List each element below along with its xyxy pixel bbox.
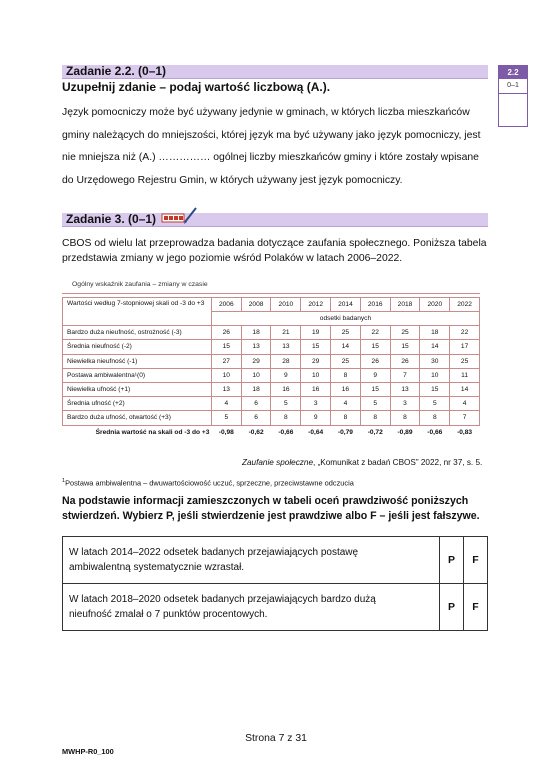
skills-pencil-icon — [160, 206, 200, 231]
mean-cell: -0,66 — [420, 425, 450, 439]
row-label: Bardzo duża ufność, otwartość (+3) — [63, 411, 212, 425]
task-2-2-instruction: Uzupełnij zdanie – podaj wartość liczbową (A.). — [62, 80, 331, 94]
false-option[interactable]: F — [464, 584, 488, 631]
table-cell: 26 — [211, 326, 241, 340]
table-row — [63, 340, 480, 354]
year-header: 2022 — [450, 298, 480, 312]
mean-row — [63, 425, 480, 439]
statement-row — [63, 584, 488, 631]
table-cell: 15 — [301, 340, 331, 354]
table-cell: 26 — [360, 354, 390, 368]
table-cell: 9 — [271, 368, 301, 382]
mean-cell: -0,66 — [271, 425, 301, 439]
table-row — [63, 326, 480, 340]
footnote — [62, 478, 354, 487]
table-cell: 7 — [450, 411, 480, 425]
table-cell: 13 — [390, 382, 420, 396]
footnote-text: Postawa ambiwalentna – dwuwartościowość uczuć, sprzeczne, przeciwstawne odczucia — [65, 478, 354, 488]
question-line: Na podstawie informacji zamieszczonych w tabeli oceń prawdziwość poniższych — [62, 495, 469, 507]
table-cell: 5 — [271, 397, 301, 411]
page-number: Strona 7 z 31 — [245, 733, 307, 744]
table-cell: 28 — [271, 354, 301, 368]
year-header: 2014 — [331, 298, 361, 312]
table-cell: 25 — [450, 354, 480, 368]
task-3-intro — [62, 237, 502, 266]
table-cell: 15 — [390, 340, 420, 354]
table-subheader: odsetki badanych — [211, 312, 479, 326]
table-row — [63, 354, 480, 368]
statement-row — [63, 537, 488, 584]
table-cell: 4 — [211, 397, 241, 411]
statement-line: ambiwalentną systematycznie wzrastał. — [69, 562, 245, 573]
true-option[interactable]: P — [440, 584, 464, 631]
table-cell: 3 — [301, 397, 331, 411]
table-cell: 15 — [360, 382, 390, 396]
score-box-number: 2.2 — [499, 66, 527, 79]
table-cell: 18 — [241, 382, 271, 396]
row-label: Średnia ufność (+2) — [63, 397, 212, 411]
table-cell: 15 — [420, 382, 450, 396]
year-header: 2006 — [211, 298, 241, 312]
table-cell: 13 — [271, 340, 301, 354]
year-header: 2010 — [271, 298, 301, 312]
table-cell: 21 — [271, 326, 301, 340]
task-2-2-title: Zadanie 2.2. (0–1) — [66, 64, 167, 78]
false-option[interactable]: F — [464, 537, 488, 584]
table-header-label: Wartości według 7-stopniowej skali od -3 do +3 — [63, 298, 212, 326]
table-header-row — [63, 298, 480, 312]
source-citation — [242, 458, 482, 467]
table-cell: 10 — [241, 368, 271, 382]
table-cell: 18 — [420, 326, 450, 340]
year-header: 2012 — [301, 298, 331, 312]
row-label: Bardzo duża nieufność, ostrożność (-3) — [63, 326, 212, 340]
statement-line: W latach 2018–2020 odsetek badanych przejawiających bardzo dużą — [69, 594, 376, 605]
trust-table — [62, 297, 480, 439]
table-cell: 16 — [331, 382, 361, 396]
table-cell: 13 — [211, 382, 241, 396]
table-cell: 9 — [301, 411, 331, 425]
mean-cell: -0,64 — [301, 425, 331, 439]
mean-cell: -0,89 — [390, 425, 420, 439]
table-cell: 14 — [420, 340, 450, 354]
task-2-2-text — [62, 102, 492, 192]
table-cell: 5 — [211, 411, 241, 425]
task-2-2-line: Język pomocniczy może być używany jedynie w gminach, w których liczba mieszkańców — [62, 107, 470, 118]
mean-cell: -0,98 — [211, 425, 241, 439]
table-cell: 8 — [331, 411, 361, 425]
row-label: Postawa ambiwalentna¹(0) — [63, 368, 212, 382]
score-box-points: 0–1 — [499, 79, 527, 94]
table-cell: 25 — [331, 354, 361, 368]
footnote-marker: 1 — [62, 478, 66, 484]
table-cell: 14 — [450, 382, 480, 396]
table-cell: 8 — [390, 411, 420, 425]
table-cell: 16 — [271, 382, 301, 396]
year-header: 2008 — [241, 298, 271, 312]
task-3-intro-line: CBOS od wielu lat przeprowadza badania dotyczące zaufania społecznego. Poniższa tabela — [62, 238, 487, 249]
year-header: 2020 — [420, 298, 450, 312]
table-cell: 11 — [450, 368, 480, 382]
statement-line: nieufność zmalał o 7 punktów procentowych. — [69, 609, 268, 620]
table-cell: 29 — [301, 354, 331, 368]
table-cell: 7 — [390, 368, 420, 382]
statement-line: W latach 2014–2022 odsetek badanych przejawiających postawę — [69, 547, 359, 558]
year-header: 2018 — [390, 298, 420, 312]
table-cell: 5 — [360, 397, 390, 411]
mean-cell: -0,83 — [450, 425, 480, 439]
task-3-intro-line: przedstawia zmiany w jego poziomie wśród Polaków w latach 2006–2022. — [62, 252, 403, 264]
table-cell: 5 — [420, 397, 450, 411]
true-false-table — [62, 536, 488, 631]
table-cell: 8 — [360, 411, 390, 425]
table-cell: 4 — [331, 397, 361, 411]
table-cell: 25 — [331, 326, 361, 340]
table-row — [63, 368, 480, 382]
mean-cell: -0,79 — [331, 425, 361, 439]
statement-text — [63, 584, 440, 631]
mean-cell: -0,62 — [241, 425, 271, 439]
task-2-2-line: do Urzędowego Rejestru Gmin, w których używany jest język pomocniczy. — [62, 174, 403, 186]
task-2-2-line: nie mniejsza niż (A.) …………… ogólnej liczby mieszkańców gminy i które zostały wpisane — [62, 152, 479, 163]
table-row — [63, 382, 480, 396]
table-cell: 15 — [360, 340, 390, 354]
table-cell: 14 — [331, 340, 361, 354]
source-title: Zaufanie społeczne — [242, 458, 314, 467]
mean-label: Średnia wartość na skali od -3 do +3 — [63, 425, 212, 439]
score-box — [498, 65, 528, 127]
table-cell: 6 — [241, 411, 271, 425]
table-cell: 8 — [271, 411, 301, 425]
table-cell: 25 — [390, 326, 420, 340]
table-cell: 13 — [241, 340, 271, 354]
table-cell: 16 — [301, 382, 331, 396]
caption-underline — [62, 293, 480, 294]
source-rest: , „Komunikat z badań CBOS” 2022, nr 37, s. 5. — [313, 458, 483, 467]
question-text — [62, 494, 502, 524]
question-line: stwierdzeń. Wybierz P, jeśli stwierdzenie jest prawdziwe albo F – jeśli jest fałszywe. — [62, 510, 480, 522]
table-cell: 10 — [301, 368, 331, 382]
table-row — [63, 411, 480, 425]
table-cell: 6 — [241, 397, 271, 411]
table-cell: 29 — [241, 354, 271, 368]
statement-text — [63, 537, 440, 584]
table-cell: 30 — [420, 354, 450, 368]
true-option[interactable]: P — [440, 537, 464, 584]
row-label: Niewielka nieufność (-1) — [63, 354, 212, 368]
table-cell: 17 — [450, 340, 480, 354]
table-cell: 9 — [360, 368, 390, 382]
document-code: MWHP-R0_100 — [62, 747, 114, 756]
table-cell: 8 — [331, 368, 361, 382]
table-cell: 26 — [390, 354, 420, 368]
table-cell: 3 — [390, 397, 420, 411]
table-cell: 19 — [301, 326, 331, 340]
table-cell: 10 — [211, 368, 241, 382]
task-3-title: Zadanie 3. (0–1) — [66, 212, 157, 226]
row-label: Niewielka ufność (+1) — [63, 382, 212, 396]
table-row — [63, 397, 480, 411]
year-header: 2016 — [360, 298, 390, 312]
table-cell: 8 — [420, 411, 450, 425]
table-cell: 4 — [450, 397, 480, 411]
table-caption: Ogólny wskaźnik zaufania – zmiany w czasie — [72, 281, 208, 288]
mean-cell: -0,72 — [360, 425, 390, 439]
table-cell: 22 — [360, 326, 390, 340]
table-cell: 10 — [420, 368, 450, 382]
table-cell: 22 — [450, 326, 480, 340]
table-cell: 27 — [211, 354, 241, 368]
table-cell: 18 — [241, 326, 271, 340]
row-label: Średnia nieufność (-2) — [63, 340, 212, 354]
task-2-2-line: gminy należących do mniejszości, której język ma być używany jako język pomocniczy, jest — [62, 129, 481, 141]
table-cell: 15 — [211, 340, 241, 354]
